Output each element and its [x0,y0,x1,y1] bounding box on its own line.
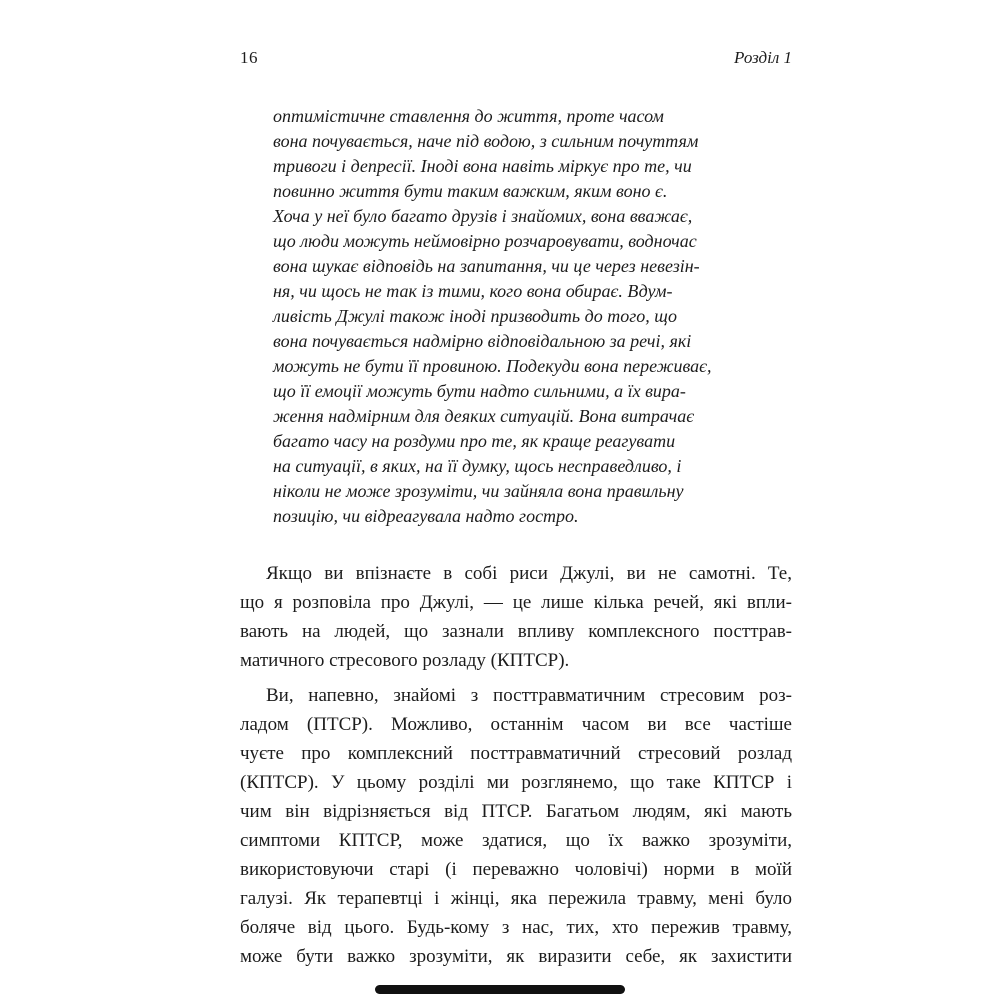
text-line: Якщо ви впізнаєте в собі риси Джулі, ви не самотні. Те, [266,563,792,584]
text-line: ніколи не може зрозуміти, чи зайняла вона правильну [273,481,684,501]
text-line: що люди можуть неймовірно розчаровувати, водночас [273,231,697,251]
text-line: вона шукає відповідь на запитання, чи це через невезін- [273,256,700,276]
text-line: вають на людей, що зазнали впливу комплексного посттрав- [240,621,792,642]
text-line: що я розповіла про Джулі, — це лише кілька речей, які впли- [240,592,792,613]
text-line: можуть не бути її провиною. Подекуди вона переживає, [273,356,712,376]
text-line: боляче від цього. Будь-кому з нас, тих, хто пережив травму, [240,917,792,938]
text-line: позицію, чи відреагувала надто гостро. [273,506,579,526]
text-line: галузі. Як терапевтці і жінці, яка пережила травму, мені було [240,888,792,909]
text-line: вона почувається, наче під водою, з сильним почуттям [273,131,699,151]
text-line: чим він відрізняється від ПТСР. Багатьом людям, які мають [240,801,792,822]
text-line: ження надмірним для деяких ситуацій. Вона витрачає [273,406,695,426]
text-line: ня, чи щось не так із тими, кого вона обирає. Вдум- [273,281,673,301]
text-line: багато часу на роздуми про те, як краще реагувати [273,431,676,451]
text-line: вона почувається надмірно відповідальною за речі, які [273,331,692,351]
text-line: на ситуації, в яких, на її думку, щось несправедливо, і [273,456,682,476]
block-quote [273,104,792,529]
text-line: ливість Джулі також іноді призводить до того, що [273,306,678,326]
page-header [240,48,792,68]
text-line: матичного стресового розладу (КПТСР). [240,650,570,671]
paragraph [240,681,792,971]
text-line: ладом (ПТСР). Можливо, останнім часом ви все частіше [240,714,792,735]
chapter-header: Розділ 1 [734,48,792,67]
text-line: Хоча у неї було багато друзів і знайомих, вона вважає, [273,206,693,226]
text-line: Ви, напевно, знайомі з посттравматичним стресовим роз- [266,685,792,706]
text-line: повинно життя бути таким важким, яким воно є. [273,181,668,201]
page-number: 16 [240,48,258,67]
text-line: чуєте про комплексний посттравматичний стресовий розлад [240,743,792,764]
text-line: (КПТСР). У цьому розділі ми розглянемо, що таке КПТСР і [240,772,792,793]
text-line: використовуючи старі (і переважно чоловічі) норми в моїй [240,859,792,880]
text-line: симптоми КПТСР, може здатися, що їх важко зрозуміти, [240,830,792,851]
text-line: що її емоції можуть бути надто сильними, а їх вира- [273,381,686,401]
text-line: може бути важко зрозуміти, як виразити себе, як захистити [240,946,792,967]
home-indicator-bar [375,985,625,994]
text-line: оптимістичне ставлення до життя, проте часом [273,106,664,126]
page-content [240,48,792,971]
paragraph [240,559,792,675]
text-line: тривоги і депресії. Іноді вона навіть міркує про те, чи [273,156,692,176]
